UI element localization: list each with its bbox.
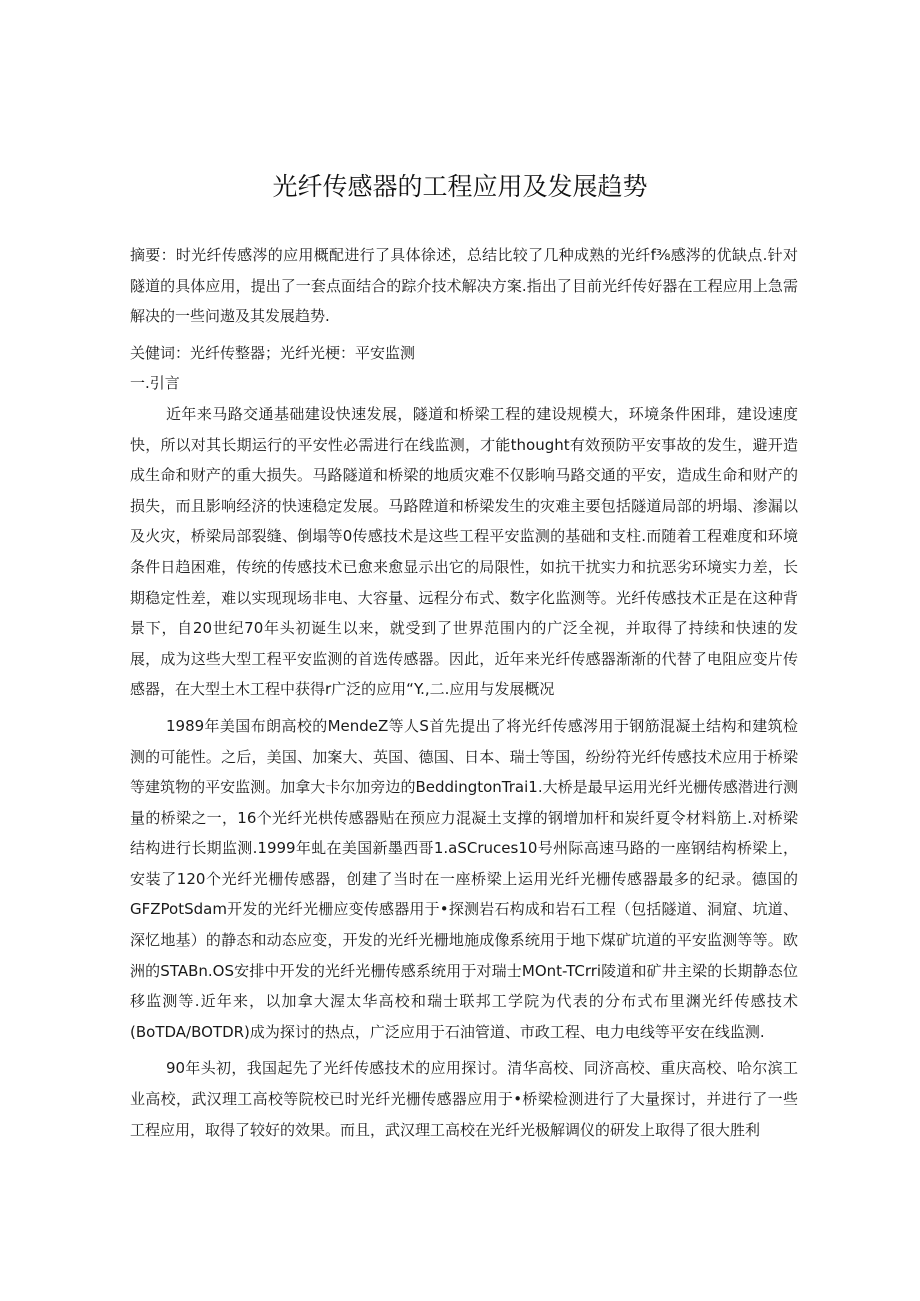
abstract-paragraph: 摘要：时光纤传感涔的应用概配进行了具体徐述，总结比较了几种成熟的光纤f⅜感涔的优缺点.针对隧道的具体应用，提出了一套点面结合的踪介技术解决方案.指出了目前光纤传好器在工程应用上急需解决的一些问遨及其发展趋势. xyxy=(130,246,798,326)
body-paragraph-1: 近年来马路交通基础建设快速发展，隧道和桥梁工程的建设规模大，环境条件困琲，建设速度快，所以对其长期运行的平安性必需进行在线监测，才能thought有效预防平安事故的发生，避开造成生命和财产的重大损失。马路隧道和桥梁的地质灾难不仅影响马路交通的平安，造成生命和财产的损失，而且影响经济的快速稳定发展。马路陞道和桥梁发生的灾难主要包括隧道局部的坍塌、渗漏以及火灾，桥梁局部裂缝、倒塌等0传感技术是这些工程平安监测的基础和支柱.而随着工程难度和环境条件日趋困难，传统的传感技术已愈来愈显示出它的局限性，如抗干扰实力和抗恶劣环境实力差，长期稳定性差，难以实现现场非电、大容量、远程分布式、数字化监测等。光纤传感技术正是在这种背景下，自20世纪70年头初诞生以来，就受到了世界范围内的广泛全视，并取得了持续和快速的发展，成为这些大型工程平安监测的首选传感器。因此，近年来光纤传感器渐渐的代替了电阻应变片传感器，在大型土木工程中获得r广泛的应用“Y.,二.应用与发展概况 xyxy=(130,404,798,699)
keywords-line: 关健词：光纤传整器；光纤光梗：平安监测 xyxy=(130,343,416,362)
body-paragraph-3: 90年头初，我国起先了光纤传感技术的应用探讨。清华高校、同济高校、重庆高校、哈尔滨工业高校，武汉理工高校等院校已时光纤光栅传感器应用于•桥梁检测进行了大量探讨，并进行了一些工程应用，取得了较好的效果。而且，武汉理工高校在光纤光极解调仪的研发上取得了很大胜利 xyxy=(130,1059,798,1139)
document-body xyxy=(130,240,798,1145)
body-paragraph-2: 1989年美国布朗高校的MendeZ等人S首先提出了将光纤传感涔用于钢筋混凝土结构和建筑检测的可能性。之后，美国、加案大、英国、德国、日本、瑞士等国，纷纷符光纤传感技术应用于桥梁等建筑物的平安监测。加拿大卡尔加旁边的BeddingtonTrai1.大桥是最早运用光纤光栅传感潜进行测量的桥梁之一，16个光纤光栱传感器贴在预应力混凝土支撑的钢增加杆和炭纤夏令材料筋上.对桥梁结构进行长期监测.1999年虬在美国新墨西哥1.aSCruces10号州际高速马路的一座钢结构桥梁上，安装了120个光纤光栅传感器，创建了当时在一座桥梁上运用光纤光栅传感器最多的纪录。德国的GFZPotSdam开发的光纤光栅应变传感器用于•探测岩石构成和岩石工程（包括隧道、洞窟、坑道、深忆地基）的静态和动态应变，开发的光纤光栅地施成像系统用于地下煤矿坑道的平安监测等等。欧洲的STABn.OS安排中开发的光纤光栅传感系统用于对瑞士MOnt-TCrri陵道和矿井主梁的长期静态位移监测等.近年来，以加拿大渥太华高校和瑞士联邦工学院为代表的分布式布里渊光纤传感技术(BoTDA/BOTDR)成为探讨的热点，广泛应用于石油管道、市政工程、电力电线等平安在线监测. xyxy=(130,716,798,1041)
document-title: 光纤传感器的工程应用及发展趋势 xyxy=(272,171,648,201)
section-heading-introduction: 一.引言 xyxy=(130,374,180,393)
